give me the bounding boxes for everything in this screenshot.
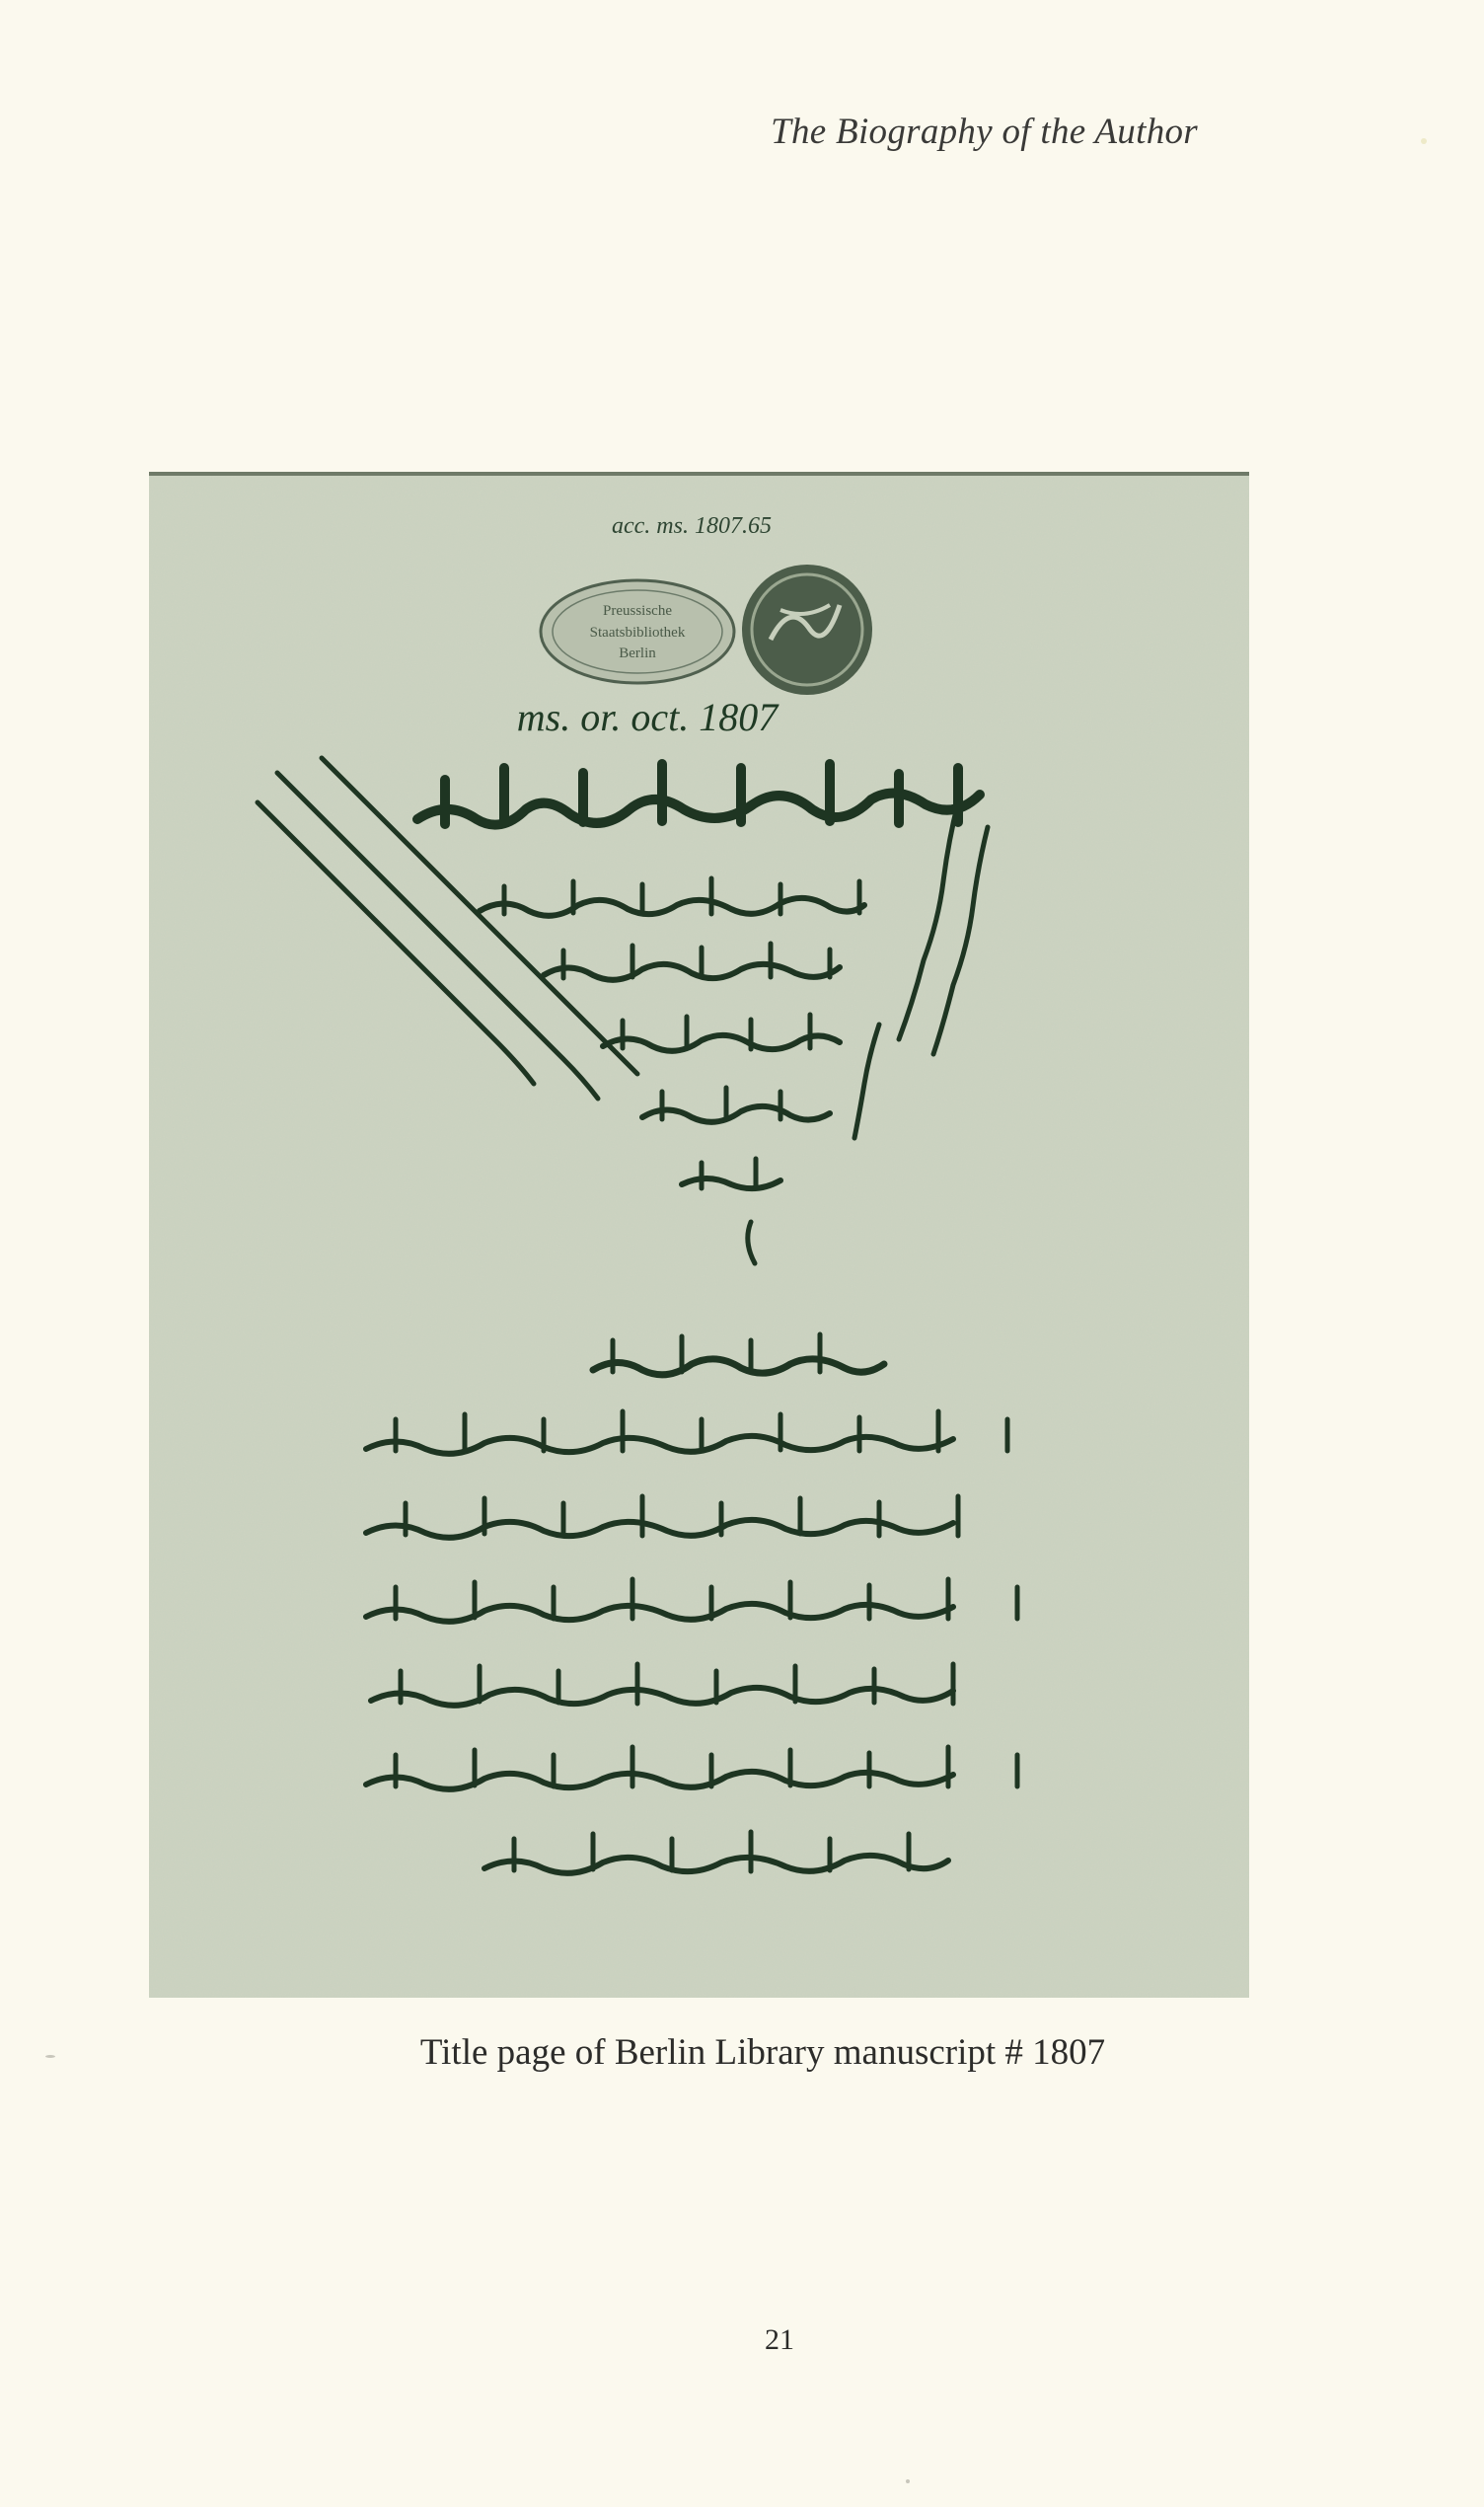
stamp-line-1: Preussische <box>603 603 672 619</box>
shelfmark-top: acc. ms. 1807.65 <box>612 513 772 539</box>
paper-speck <box>1421 138 1427 144</box>
page-number-text: 21 <box>765 2323 794 2356</box>
shelfmark-handwritten: ms. or. oct. 1807 <box>516 695 779 739</box>
stamp-line-3: Berlin <box>619 646 656 661</box>
paper-speck <box>906 2479 910 2483</box>
round-seal <box>742 565 872 695</box>
running-head: The Biography of the Author <box>771 112 1198 152</box>
paper-speck <box>45 2055 55 2058</box>
manuscript-image <box>149 472 1249 1998</box>
figure-caption <box>0 2031 1484 2074</box>
figure-caption-text: Title page of Berlin Library manuscript # 1807 <box>419 2032 1106 2073</box>
library-stamp <box>541 580 734 683</box>
stamp-line-2: Staatsbibliothek <box>589 625 686 641</box>
page-number <box>0 2323 1484 2357</box>
manuscript-plate <box>149 472 1249 1998</box>
